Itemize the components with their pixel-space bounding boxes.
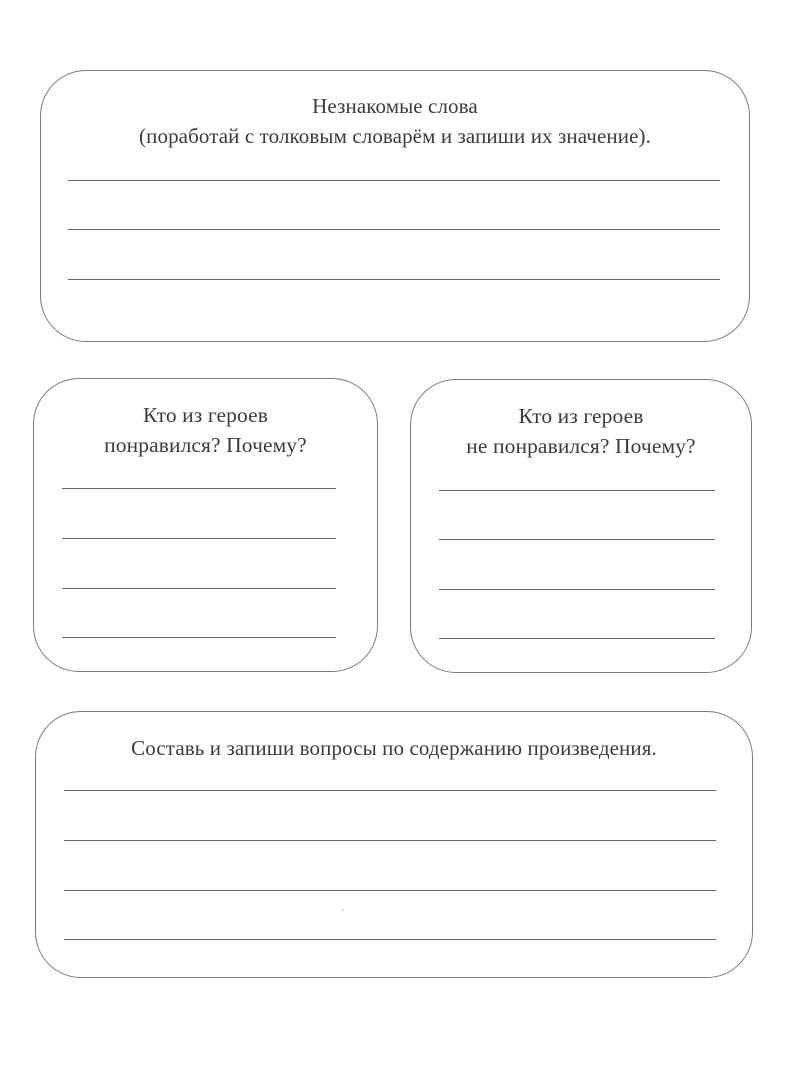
answer-line-3[interactable]: [68, 279, 720, 280]
answer-line-4[interactable]: [62, 637, 336, 638]
unknown-words-box: [40, 70, 750, 342]
answer-line-2[interactable]: [68, 229, 720, 230]
answer-line-2[interactable]: [62, 538, 336, 539]
answer-line-2[interactable]: [64, 840, 716, 841]
answer-line-3[interactable]: [62, 588, 336, 589]
questions-box: [35, 711, 753, 978]
disliked-hero-title: [411, 401, 751, 461]
answer-line-4[interactable]: [439, 638, 715, 639]
answer-line-1[interactable]: [64, 790, 716, 791]
liked-hero-question: понравился? Почему?: [104, 433, 307, 457]
disliked-hero-heading: Кто из героев: [518, 404, 644, 428]
liked-hero-box: [33, 378, 378, 672]
answer-line-1[interactable]: [68, 180, 720, 181]
paper-speck: [342, 909, 344, 911]
unknown-words-instruction: (поработай с толковым словарём и запиши их значение).: [139, 124, 651, 148]
answer-line-3[interactable]: [64, 890, 716, 891]
liked-hero-heading: Кто из героев: [143, 403, 268, 427]
questions-title: Составь и запиши вопросы по содержанию произведения.: [131, 736, 657, 760]
unknown-words-title: [41, 91, 749, 151]
answer-line-1[interactable]: [62, 488, 336, 489]
answer-line-1[interactable]: [439, 490, 715, 491]
answer-line-2[interactable]: [439, 539, 715, 540]
answer-line-4[interactable]: [64, 939, 716, 940]
disliked-hero-box: [410, 379, 752, 673]
disliked-hero-question: не понравился? Почему?: [466, 434, 696, 458]
unknown-words-heading: Незнакомые слова: [312, 94, 478, 118]
liked-hero-title: [34, 400, 377, 460]
answer-line-3[interactable]: [439, 589, 715, 590]
